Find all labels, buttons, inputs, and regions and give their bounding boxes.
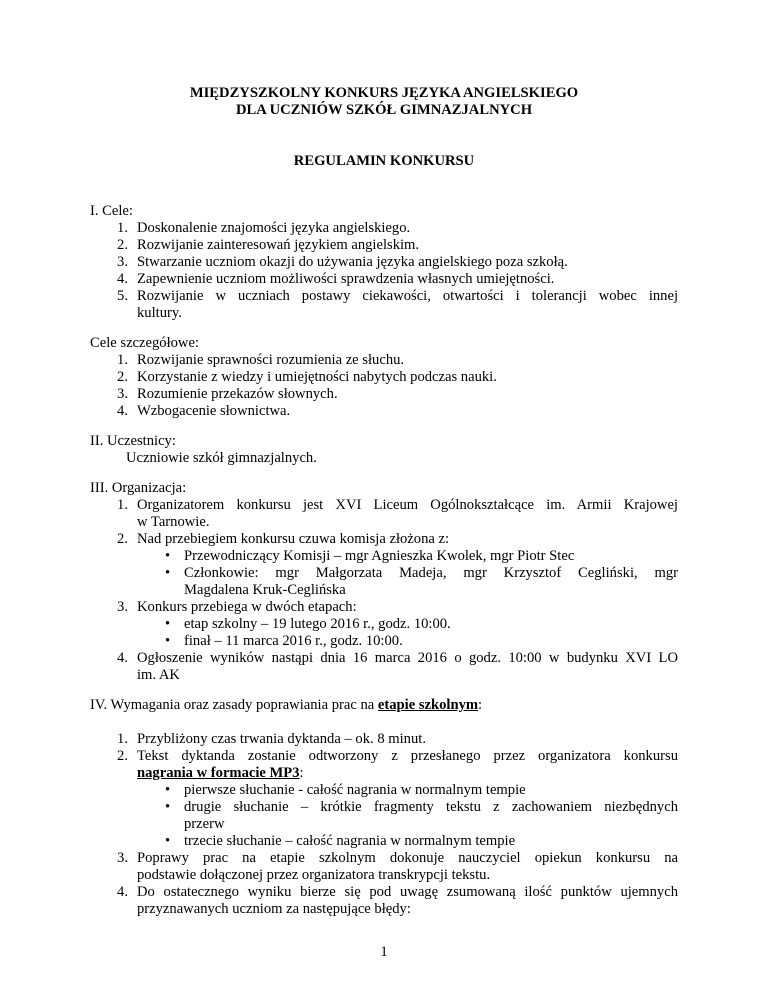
section-2-heading: II. Uczestnicy: <box>90 433 176 449</box>
list-number: 1. <box>117 731 128 747</box>
list-item: Stwarzanie uczniom okazji do używania języka angielskiego poza szkołą. <box>137 254 568 270</box>
list-item: Zapewnienie uczniom możliwości sprawdzenia własnych umiejętności. <box>137 271 555 287</box>
colon: : <box>299 765 304 781</box>
list-number: 3. <box>117 254 128 270</box>
list-item: Ogłoszenie wyników nastąpi dnia 16 marca 2016 o godz. 10:00 w budynku XVI LO <box>137 650 678 666</box>
bullet-item: finał – 11 marca 2016 r., godz. 10:00. <box>184 633 403 649</box>
bullet-marker: • <box>165 782 171 798</box>
section-3-heading: III. Organizacja: <box>90 480 187 496</box>
list-number: 5. <box>117 288 128 304</box>
list-item-continuation <box>137 765 304 782</box>
list-number: 4. <box>117 271 128 287</box>
list-item: Doskonalenie znajomości języka angielskiego. <box>137 220 411 236</box>
list-item: Tekst dyktanda zostanie odtworzony z przesłanego przez organizatora konkursu <box>137 748 678 764</box>
bullet-item-continuation: przerw <box>184 816 225 832</box>
bullet-item: Członkowie: mgr Małgorzata Madeja, mgr Krzysztof Cegliński, mgr <box>184 565 678 581</box>
list-number: 2. <box>117 748 128 764</box>
section-1b-heading: Cele szczegółowe: <box>90 335 199 351</box>
list-number: 3. <box>117 599 128 615</box>
list-number: 4. <box>117 403 128 419</box>
bullet-marker: • <box>165 799 171 815</box>
list-item-continuation: podstawie dołączonej przez organizatora transkrypcji tekstu. <box>137 867 491 883</box>
bullet-marker: • <box>165 565 171 581</box>
list-item-continuation: kultury. <box>137 305 182 321</box>
title-line-1: MIĘDZYSZKOLNY KONKURS JĘZYKA ANGIELSKIEGO <box>189 85 579 101</box>
list-number: 1. <box>117 220 128 236</box>
list-item-continuation: im. AK <box>137 667 180 683</box>
bullet-item: trzecie słuchanie – całość nagrania w normalnym tempie <box>184 833 516 849</box>
list-number: 1. <box>117 497 128 513</box>
section-4-heading-text: IV. Wymagania oraz zasady poprawiania prac na <box>90 697 378 713</box>
list-number: 2. <box>117 369 128 385</box>
page-number: 1 <box>380 944 388 960</box>
list-item-continuation: przyznawanych uczniom za następujące błędy: <box>137 901 411 917</box>
list-number: 1. <box>117 352 128 368</box>
document-subtitle: REGULAMIN KONKURSU <box>293 153 475 169</box>
list-item: Wzbogacenie słownictwa. <box>137 403 291 419</box>
list-item: Rozwijanie w uczniach postawy ciekawości, otwartości i tolerancji wobec innej <box>137 288 678 304</box>
list-item: Organizatorem konkursu jest XVI Liceum Ogólnokształcące im. Armii Krajowej <box>137 497 678 513</box>
section-4-heading-colon: : <box>478 697 483 713</box>
section-4-heading-emphasis: etapie szkolnym <box>377 697 479 713</box>
section-1-heading: I. Cele: <box>90 203 133 219</box>
list-item: Nad przebiegiem konkursu czuwa komisja złożona z: <box>137 531 450 547</box>
bullet-item: pierwsze słuchanie - całość nagrania w normalnym tempie <box>184 782 526 798</box>
list-item: Korzystanie z wiedzy i umiejętności nabytych podczas nauki. <box>137 369 497 385</box>
list-number: 4. <box>117 650 128 666</box>
list-item: Konkurs przebiega w dwóch etapach: <box>137 599 357 615</box>
bullet-item-continuation: Magdalena Kruk-Ceglińska <box>184 582 346 598</box>
title-line-2: DLA UCZNIÓW SZKÓŁ GIMNAZJALNYCH <box>235 102 533 118</box>
mp3-format-emphasis: nagrania w formacie MP3 <box>137 765 300 781</box>
bullet-marker: • <box>165 548 171 564</box>
list-number: 4. <box>117 884 128 900</box>
list-number: 2. <box>117 531 128 547</box>
list-item: Rozumienie przekazów słownych. <box>137 386 338 402</box>
section-2-text: Uczniowie szkół gimnazjalnych. <box>126 450 317 466</box>
list-item: Rozwijanie zainteresowań językiem angielskim. <box>137 237 420 253</box>
list-item-continuation: w Tarnowie. <box>137 514 210 530</box>
bullet-item: Przewodniczący Komisji – mgr Agnieszka Kwolek, mgr Piotr Stec <box>184 548 575 564</box>
list-item: Poprawy prac na etapie szkolnym dokonuje nauczyciel opiekun konkursu na <box>137 850 678 866</box>
list-number: 2. <box>117 237 128 253</box>
bullet-marker: • <box>165 833 171 849</box>
bullet-marker: • <box>165 633 171 649</box>
list-item: Do ostatecznego wyniku bierze się pod uwagę zsumowaną ilość punktów ujemnych <box>137 884 678 900</box>
list-item: Rozwijanie sprawności rozumienia ze słuchu. <box>137 352 405 368</box>
list-number: 3. <box>117 386 128 402</box>
list-item: Przybliżony czas trwania dyktanda – ok. 8 minut. <box>137 731 426 747</box>
section-4-heading <box>90 697 482 714</box>
bullet-item: drugie słuchanie – krótkie fragmenty tekstu z zachowaniem niezbędnych <box>184 799 678 815</box>
bullet-marker: • <box>165 616 171 632</box>
list-number: 3. <box>117 850 128 866</box>
bullet-item: etap szkolny – 19 lutego 2016 r., godz. 10:00. <box>184 616 451 632</box>
